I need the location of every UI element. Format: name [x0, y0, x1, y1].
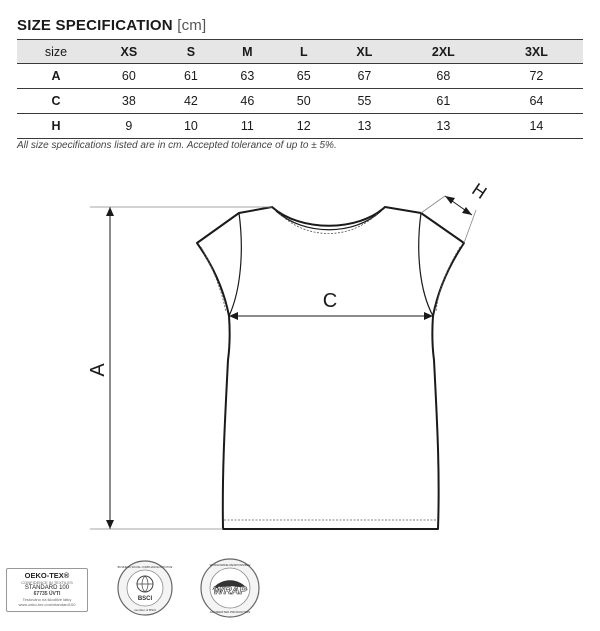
- table-cell: 46: [219, 89, 275, 114]
- table-cell: 9: [95, 114, 163, 139]
- table-header-row: [17, 40, 583, 64]
- tshirt-outline: [197, 207, 464, 529]
- table-row: [17, 114, 583, 139]
- bsci-center: BSCI: [137, 596, 153, 602]
- left-sleeve-hem: [201, 247, 226, 312]
- table-cell: 60: [95, 64, 163, 89]
- wrap-bottom-text: ACCREDITED PRODUCTION: [209, 610, 251, 614]
- header-cell: XL: [332, 40, 397, 64]
- bsci-arc-text: BUSINESS SOCIAL COMPLIANCE INITIATIVE: [117, 566, 173, 569]
- title-main: SIZE SPECIFICATION: [17, 17, 173, 34]
- row-label: C: [17, 89, 95, 114]
- collar-inner: [276, 211, 381, 230]
- oeko-url: www.oeko-tex.com/standard100: [18, 602, 76, 607]
- table-cell: 67: [332, 64, 397, 89]
- oeko-tex-logo: [6, 568, 88, 612]
- label-h: H: [468, 179, 491, 203]
- header-cell: 2XL: [397, 40, 490, 64]
- table-cell: 55: [332, 89, 397, 114]
- wrap-top-text: WORLDWIDE RESPONSIBLE: [209, 563, 251, 567]
- oeko-tagline: CONFIDENCE IN TEXTILES: [21, 580, 73, 585]
- header-cell: size: [17, 40, 95, 64]
- measure-c: [229, 312, 433, 320]
- bsci-logo: [116, 559, 174, 617]
- label-a: A: [87, 363, 109, 377]
- header-cell: S: [163, 40, 219, 64]
- row-label: H: [17, 114, 95, 139]
- header-cell: XS: [95, 40, 163, 64]
- oeko-standard: STANDARD 100: [24, 585, 70, 591]
- oeko-code: 67735 ÚVTI: [33, 591, 61, 597]
- oeko-brand: OEKO-TEX®: [24, 571, 70, 580]
- left-sleeve-seam: [229, 213, 241, 316]
- table-cell: 64: [490, 89, 583, 114]
- tolerance-note: All size specifications listed are in cm. Accepted tolerance of up to ± 5%.: [17, 140, 337, 151]
- table-row: [17, 64, 583, 89]
- table-cell: 50: [276, 89, 332, 114]
- page-title: [17, 17, 206, 34]
- label-c: C: [322, 290, 338, 312]
- table-cell: 65: [276, 64, 332, 89]
- table-cell: 13: [397, 114, 490, 139]
- tshirt-diagram: [0, 160, 600, 545]
- table-cell: 10: [163, 114, 219, 139]
- header-cell: L: [276, 40, 332, 64]
- table-cell: 42: [163, 89, 219, 114]
- oeko-tested: Testováno na škodlivé látky: [22, 597, 72, 602]
- table-cell: 38: [95, 89, 163, 114]
- table-cell: 61: [163, 64, 219, 89]
- bsci-bottom-text: member of BSCI: [133, 608, 157, 612]
- title-unit: [cm]: [177, 17, 207, 34]
- header-cell: M: [219, 40, 275, 64]
- right-sleeve-seam: [419, 213, 433, 316]
- header-cell: 3XL: [490, 40, 583, 64]
- table-cell: 61: [397, 89, 490, 114]
- row-label: A: [17, 64, 95, 89]
- table-cell: 11: [219, 114, 275, 139]
- table-cell: 68: [397, 64, 490, 89]
- measure-a: [90, 207, 272, 529]
- wrap-logo: [198, 557, 262, 619]
- table-row: [17, 89, 583, 114]
- table-cell: 14: [490, 114, 583, 139]
- size-table: [17, 39, 583, 139]
- wrap-center: WRAP: [213, 585, 247, 597]
- table-cell: 63: [219, 64, 275, 89]
- table-cell: 12: [276, 114, 332, 139]
- table-cell: 13: [332, 114, 397, 139]
- table-cell: 72: [490, 64, 583, 89]
